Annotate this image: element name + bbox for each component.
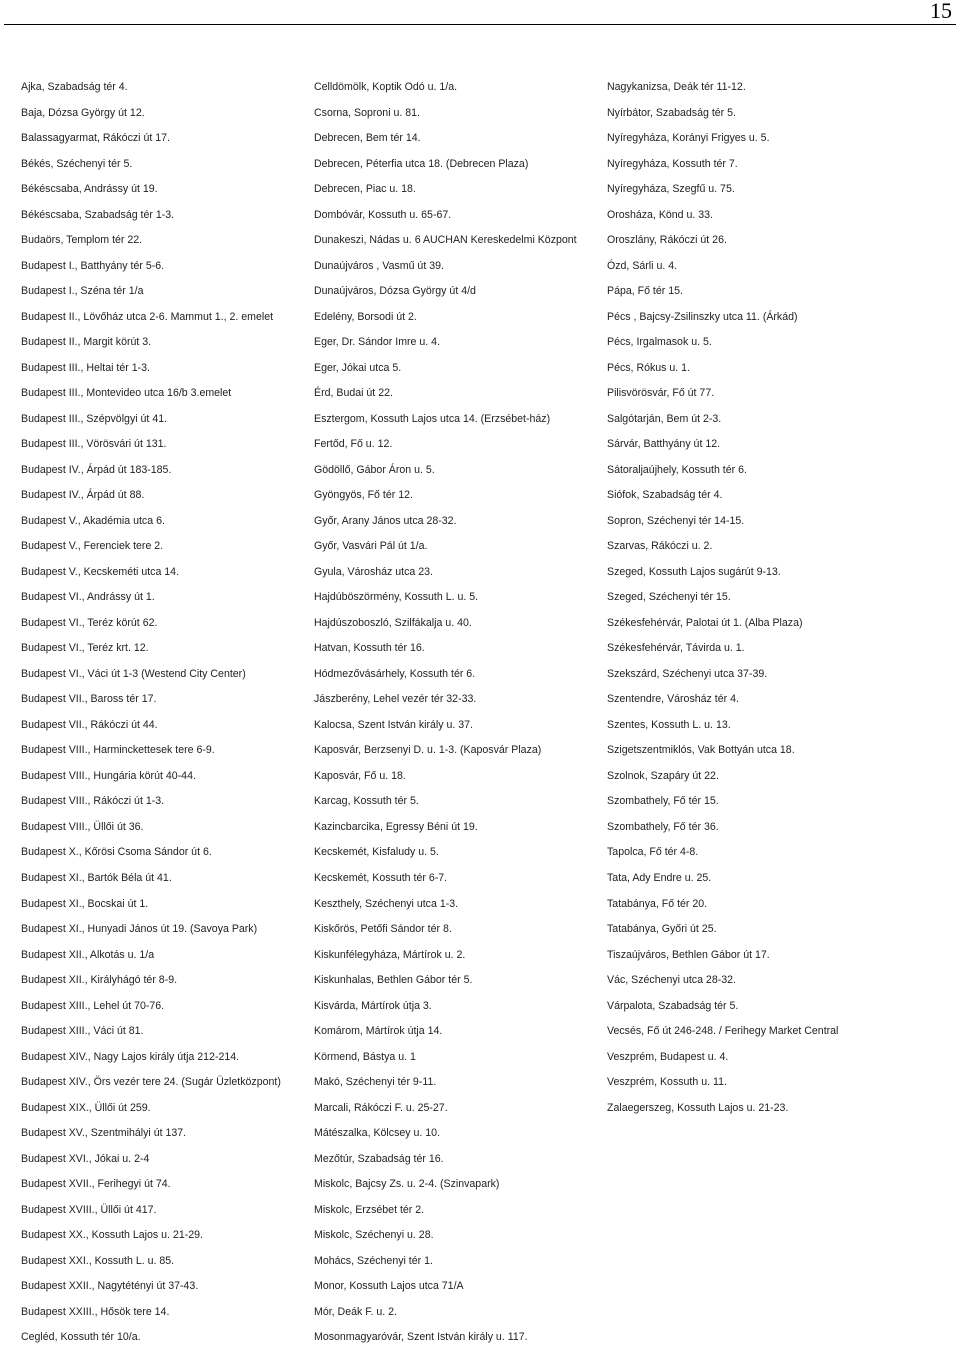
address-entry: Orosháza, Könd u. 33. [607, 208, 714, 221]
address-entry: Karcag, Kossuth tér 5. [314, 795, 419, 808]
address-entry: Budapest VI., Váci út 1-3 (Westend City Center) [21, 667, 246, 680]
address-entry: Kaposvár, Berzsenyi D. u. 1-3. (Kaposvár Plaza) [314, 744, 542, 757]
address-entry: Szeged, Kossuth Lajos sugárút 9-13. [607, 565, 781, 578]
address-entry: Érd, Budai út 22. [314, 387, 393, 400]
address-entry: Hajdúböszörmény, Kossuth L. u. 5. [314, 591, 479, 604]
address-entry: Edelény, Borsodi út 2. [314, 310, 417, 323]
address-entry: Szentes, Kossuth L. u. 13. [607, 718, 731, 731]
address-entry: Budapest XXI., Kossuth L. u. 85. [21, 1254, 175, 1267]
address-entry: Keszthely, Széchenyi utca 1-3. [314, 897, 459, 910]
address-entry: Mór, Deák F. u. 2. [314, 1305, 398, 1318]
address-entry: Kiskunfélegyháza, Mártírok u. 2. [314, 948, 466, 961]
address-entry: Kaposvár, Fő u. 18. [314, 769, 406, 782]
address-entry: Pápa, Fő tér 15. [607, 285, 683, 298]
address-entry: Pécs, Irgalmasok u. 5. [607, 336, 712, 349]
address-entry: Pécs, Rókus u. 1. [607, 361, 691, 374]
address-entry: Budapest VII., Rákóczi út 44. [21, 718, 158, 731]
address-entry: Szekszárd, Széchenyi utca 37-39. [607, 667, 768, 680]
address-entry: Szombathely, Fő tér 15. [607, 795, 719, 808]
address-entry: Budapest XIX., Üllői út 259. [21, 1101, 151, 1114]
address-entry: Dunakeszi, Nádas u. 6 AUCHAN Kereskedelmi Központ [314, 234, 577, 247]
address-entry: Békés, Széchenyi tér 5. [21, 157, 133, 170]
address-entry: Balassagyarmat, Rákóczi út 17. [21, 132, 170, 145]
page-header [0, 0, 960, 26]
address-entry: Budapest XI., Bocskai út 1. [21, 897, 149, 910]
address-entry: Budapest VI., Teréz krt. 12. [21, 642, 149, 655]
address-entry: Kiskunhalas, Bethlen Gábor tér 5. [314, 974, 473, 987]
address-entry: Budapest VIII., Hungária körút 40-44. [21, 769, 196, 782]
address-entry: Miskolc, Széchenyi u. 28. [314, 1229, 434, 1242]
address-entry: Budapest V., Akadémia utca 6. [21, 514, 165, 527]
address-entry: Miskolc, Erzsébet tér 2. [314, 1203, 425, 1216]
address-entry: Budapest XX., Kossuth Lajos u. 21-29. [21, 1229, 203, 1242]
address-entry: Komárom, Mártírok útja 14. [314, 1025, 443, 1038]
address-entry: Veszprém, Budapest u. 4. [607, 1050, 729, 1063]
address-entry: Budapest VIII., Rákóczi út 1-3. [21, 795, 165, 808]
address-entry: Budapest II., Lövőház utca 2-6. Mammut 1., 2. emelet [21, 310, 274, 323]
address-entry: Kisvárda, Mártírok útja 3. [314, 999, 432, 1012]
address-entry: Budapest I., Széna tér 1/a [21, 285, 144, 298]
address-entry: Debrecen, Péterfia utca 18. (Debrecen Plaza) [314, 157, 529, 170]
address-entry: Mosonmagyaróvár, Szent István király u. 117. [314, 1331, 528, 1344]
address-entry: Budapest XII., Királyhágó tér 8-9. [21, 974, 178, 987]
address-entry: Budapest XIV., Örs vezér tere 24. (Sugár Üzletközpont) [21, 1076, 281, 1089]
address-entry: Budapest XVII., Ferihegyi út 74. [21, 1178, 171, 1191]
address-entry: Makó, Széchenyi tér 9-11. [314, 1076, 437, 1089]
address-entry: Szombathely, Fő tér 36. [607, 820, 719, 833]
address-entry: Kazincbarcika, Egressy Béni út 19. [314, 820, 478, 833]
address-entry: Budapest XII., Alkotás u. 1/a [21, 948, 155, 961]
address-entry: Hatvan, Kossuth tér 16. [314, 642, 425, 655]
address-entry: Budapest VII., Baross tér 17. [21, 693, 157, 706]
address-entry: Baja, Dózsa György út 12. [21, 106, 145, 119]
address-entry: Ajka, Szabadság tér 4. [21, 81, 128, 93]
address-entry: Sárvár, Batthyány út 12. [607, 438, 721, 451]
address-entry: Budapest III., Szépvölgyi út 41. [21, 412, 168, 425]
address-entry: Budapest V., Ferenciek tere 2. [21, 540, 164, 553]
address-entry: Veszprém, Kossuth u. 11. [607, 1076, 727, 1089]
page-number: 15 [930, 0, 952, 23]
address-entry: Dunaújváros , Vasmű út 39. [314, 259, 444, 272]
address-entry: Budapest XIII., Lehel út 70-76. [21, 999, 165, 1012]
address-entry: Nyíregyháza, Kossuth tér 7. [607, 157, 738, 170]
address-entry: Gyöngyös, Fő tér 12. [314, 489, 413, 502]
address-entry: Budapest XIII., Váci út 81. [21, 1025, 144, 1038]
address-entry: Siófok, Szabadság tér 4. [607, 489, 723, 502]
address-entry: Budapest XXIII., Hősök tere 14. [21, 1305, 170, 1318]
address-entry: Szarvas, Rákóczi u. 2. [607, 540, 713, 553]
address-entry: Gyula, Városház utca 23. [314, 565, 433, 578]
address-entry: Mátészalka, Kölcsey u. 10. [314, 1127, 441, 1140]
address-entry: Nyírbátor, Szabadság tér 5. [607, 106, 736, 119]
address-entry: Kecskemét, Kisfaludy u. 5. [314, 846, 439, 859]
address-entry: Szeged, Széchenyi tér 15. [607, 591, 731, 604]
address-entry: Nagykanizsa, Deák tér 11-12. [607, 81, 746, 93]
address-entry: Vác, Széchenyi utca 28-32. [607, 974, 736, 987]
address-entry: Budapest IV., Árpád út 183-185. [21, 463, 172, 476]
address-entry: Tatabánya, Győri út 25. [607, 923, 717, 936]
address-entry: Budapest IV., Árpád út 88. [21, 489, 145, 502]
address-entry: Várpalota, Szabadság tér 5. [607, 999, 739, 1012]
header-rule [4, 24, 956, 25]
address-entry: Budapest X., Kőrösi Csoma Sándor út 6. [21, 846, 212, 859]
address-entry: Ózd, Sárli u. 4. [607, 259, 678, 272]
address-entry: Körmend, Bástya u. 1 [314, 1050, 416, 1063]
address-entry: Szentendre, Városház tér 4. [607, 693, 739, 706]
address-entry: Hódmezővásárhely, Kossuth tér 6. [314, 667, 476, 680]
address-entry: Mezőtúr, Szabadság tér 16. [314, 1152, 444, 1165]
address-entry: Pilisvörösvár, Fő út 77. [607, 387, 715, 400]
address-entry: Budapest V., Kecskeméti utca 14. [21, 565, 180, 578]
address-entry: Budapest II., Margit körút 3. [21, 336, 152, 349]
address-entry: Debrecen, Piac u. 18. [314, 183, 416, 196]
address-entry: Budapest VIII., Üllői út 36. [21, 820, 144, 833]
address-entry: Mohács, Széchenyi tér 1. [314, 1254, 433, 1267]
address-entry: Budapest VI., Andrássy út 1. [21, 591, 155, 604]
address-entry: Dombóvár, Kossuth u. 65-67. [314, 208, 452, 221]
address-entry: Szigetszentmiklós, Vak Bottyán utca 18. [607, 744, 795, 757]
address-entry: Győr, Arany János utca 28-32. [314, 514, 457, 527]
address-entry: Békéscsaba, Andrássy út 19. [21, 183, 158, 196]
address-entry: Eger, Dr. Sándor Imre u. 4. [314, 336, 441, 349]
address-entry: Székesfehérvár, Távirda u. 1. [607, 642, 745, 655]
address-entry: Sátoraljaújhely, Kossuth tér 6. [607, 463, 747, 476]
address-entry: Szolnok, Szapáry út 22. [607, 769, 719, 782]
address-entry: Budapest XVI., Jókai u. 2-4 [21, 1152, 150, 1165]
address-entry: Budapest XI., Bartók Béla út 41. [21, 871, 172, 884]
address-column-1 [21, 75, 306, 1351]
address-entry: Nyíregyháza, Szegfű u. 75. [607, 183, 735, 196]
address-entry: Zalaegerszeg, Kossuth Lajos u. 21-23. [607, 1101, 789, 1114]
address-entry: Gödöllő, Gábor Áron u. 5. [314, 463, 435, 476]
address-entry: Salgótarján, Bem út 2-3. [607, 412, 722, 425]
address-entry: Budapest XIV., Nagy Lajos király útja 212-214. [21, 1050, 240, 1063]
address-entry: Székesfehérvár, Palotai út 1. (Alba Plaza) [607, 616, 803, 629]
address-entry: Sopron, Széchenyi tér 14-15. [607, 514, 745, 527]
address-entry: Budapest XVIII., Üllői út 417. [21, 1203, 157, 1216]
address-entry: Dunaújváros, Dózsa György út 4/d [314, 285, 476, 298]
address-entry: Kecskemét, Kossuth tér 6-7. [314, 871, 448, 884]
address-entry: Tiszaújváros, Bethlen Gábor út 17. [607, 948, 770, 961]
address-entry: Budapest XI., Hunyadi János út 19. (Savoya Park) [21, 923, 258, 936]
address-entry: Győr, Vasvári Pál út 1/a. [314, 540, 428, 553]
address-entry: Jászberény, Lehel vezér tér 32-33. [314, 693, 477, 706]
address-entry: Budapest XV., Szentmihályi út 137. [21, 1127, 187, 1140]
address-entry: Budapest I., Batthyány tér 5-6. [21, 259, 165, 272]
address-entry: Tatabánya, Fő tér 20. [607, 897, 708, 910]
address-entry: Budapest XXII., Nagytétényi út 37-43. [21, 1280, 199, 1293]
address-entry: Eger, Jókai utca 5. [314, 361, 402, 374]
address-entry: Nyíregyháza, Korányi Frigyes u. 5. [607, 132, 770, 145]
address-entry: Marcali, Rákóczi F. u. 25-27. [314, 1101, 448, 1114]
address-entry: Békéscsaba, Szabadság tér 1-3. [21, 208, 175, 221]
address-entry: Debrecen, Bem tér 14. [314, 132, 421, 145]
address-entry: Budapest III., Montevideo utca 16/b 3.emelet [21, 387, 232, 400]
address-entry: Celldömölk, Koptik Odó u. 1/a. [314, 81, 458, 93]
address-entry: Budapest III., Vörösvári út 131. [21, 438, 167, 451]
address-entry: Budapest VI., Teréz körút 62. [21, 616, 158, 629]
address-entry: Esztergom, Kossuth Lajos utca 14. (Erzsébet-ház) [314, 412, 551, 425]
address-entry: Budapest VIII., Harminckettesek tere 6-9. [21, 744, 215, 757]
address-entry: Vecsés, Fő út 246-248. / Ferihegy Market Central [607, 1025, 839, 1038]
address-entry: Kiskőrös, Petőfi Sándor tér 8. [314, 923, 452, 936]
address-entry: Tapolca, Fő tér 4-8. [607, 846, 699, 859]
address-column-2 [314, 75, 604, 1351]
address-entry: Pécs , Bajcsy-Zsilinszky utca 11. (Árkád) [607, 310, 798, 323]
address-entry: Cegléd, Kossuth tér 10/a. [21, 1331, 141, 1344]
address-entry: Csorna, Soproni u. 81. [314, 106, 420, 119]
address-entry: Kalocsa, Szent István király u. 37. [314, 718, 473, 731]
address-entry: Monor, Kossuth Lajos utca 71/A [314, 1280, 464, 1293]
address-entry: Tata, Ady Endre u. 25. [607, 871, 712, 884]
address-entry: Miskolc, Bajcsy Zs. u. 2-4. (Szinvapark) [314, 1178, 500, 1191]
address-entry: Fertőd, Fő u. 12. [314, 438, 393, 451]
address-entry: Budaörs, Templom tér 22. [21, 234, 143, 247]
address-entry: Hajdúszoboszló, Szilfákalja u. 40. [314, 616, 472, 629]
address-column-3 [607, 75, 952, 1121]
address-entry: Budapest III., Heltai tér 1-3. [21, 361, 150, 374]
address-entry: Oroszlány, Rákóczi út 26. [607, 234, 727, 247]
